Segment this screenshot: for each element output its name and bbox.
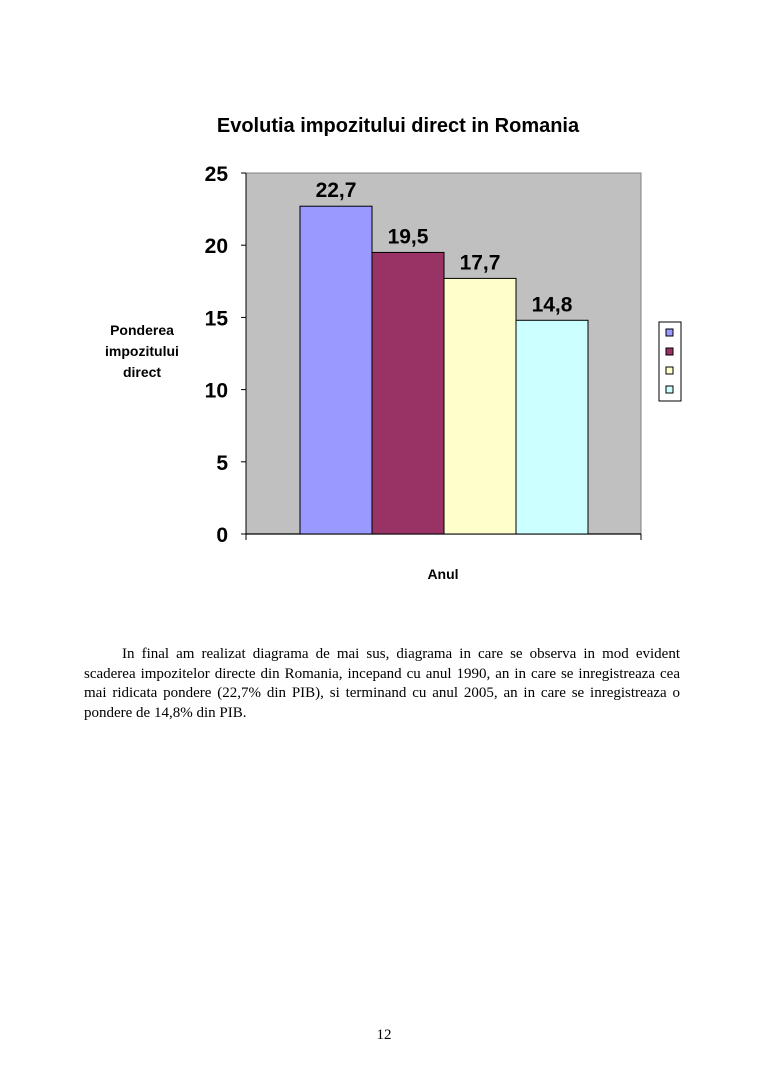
- data-label: 22,7: [315, 179, 357, 203]
- legend-swatch: [666, 329, 673, 336]
- data-label: 14,8: [531, 293, 573, 317]
- page-number: 12: [376, 1027, 392, 1043]
- paragraph-text: In final am realizat diagrama de mai sus, diagrama in care se observa in mod evident scaderea impozitelor directe din Romania, incepand cu anul 1990, an in care se inregistreaza cea mai ridicata pondere (22,7% din PIB), si terminand cu anul 2005, an in care se inregistreaza o pondere de 14,8% din PIB.: [84, 646, 680, 721]
- y-tick-label: 0: [216, 524, 228, 547]
- bar: [372, 252, 444, 534]
- y-tick-label: 20: [204, 235, 228, 259]
- y-axis-label: Ponderea impozitului direct: [105, 322, 179, 380]
- x-axis-label: Anul: [427, 566, 459, 582]
- chart-title: Evolutia impozitului direct in Romania: [216, 115, 580, 137]
- legend-swatch: [666, 386, 673, 393]
- y-tick-label: 10: [204, 379, 228, 403]
- y-tick-label: 15: [204, 307, 228, 331]
- bar: [516, 320, 588, 534]
- data-label: 17,7: [459, 251, 501, 275]
- data-label: 19,5: [387, 225, 429, 249]
- legend-swatch: [666, 367, 673, 374]
- body-paragraph: [84, 645, 680, 723]
- y-tick-label: 5: [216, 451, 228, 475]
- bar: [444, 278, 516, 534]
- bar: [300, 206, 372, 534]
- legend-swatch: [666, 348, 673, 355]
- y-tick-label: 25: [204, 163, 228, 186]
